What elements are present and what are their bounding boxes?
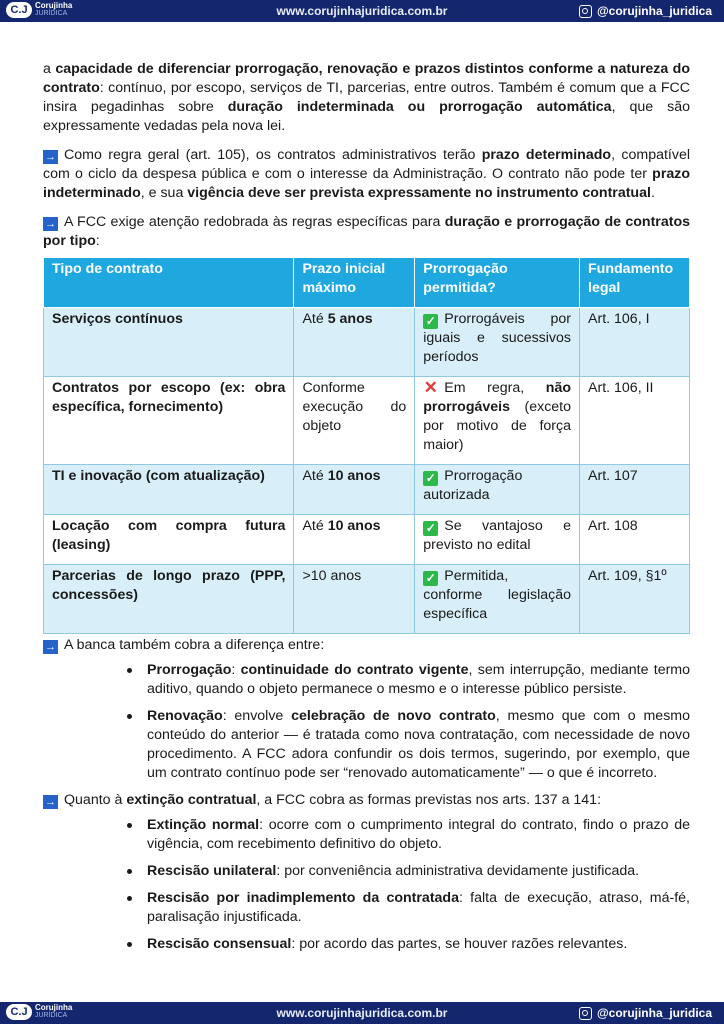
column-header: Tipo de contrato	[44, 258, 294, 308]
instagram-label: @corujinha_juridica	[596, 4, 712, 18]
logo-sub: JURÍDICA	[35, 1012, 68, 1019]
cell-prazo: Conforme execução do objeto	[294, 377, 415, 465]
owl-logo-icon: C.J	[6, 2, 32, 18]
arrow-right-icon: →	[45, 151, 56, 163]
site-url[interactable]: www.corujinhajuridica.com.br	[276, 4, 448, 18]
cell-prorrogacao: ✓ Prorrogáveis por iguais e sucessivos períodos	[415, 308, 580, 377]
instagram-handle[interactable]	[579, 1006, 712, 1020]
list-prorrogacao-renovacao	[43, 661, 690, 783]
cell-tipo: Serviços contínuos	[44, 308, 294, 377]
check-icon: ✓	[423, 571, 438, 586]
cell-prorrogacao: ✓ Permitida, conforme legislação específica	[415, 565, 580, 634]
paragraph-regra-geral: → Como regra geral (art. 105), os contratos administrativos terão prazo determinado, compatível com o ciclo da despesa pública e com o interesse da Administração. O contrato não pode ter prazo indeterminado, e sua vigência deve ser prevista expressamente no instrumento contratual.	[43, 147, 690, 201]
owl-logo-icon: C.J	[6, 1004, 32, 1020]
check-icon: ✓	[423, 314, 438, 329]
paragraph-intro: a capacidade de diferenciar prorrogação, renovação e prazos distintos conforme a natureza do contrato: contínuo, por escopo, serviços de TI, parcerias, entre outros. Também é comum que a FCC insira pegadinhas sobre duração indeterminada ou prorrogação automática, que são expressamente vedadas pela nova lei.	[43, 61, 690, 134]
table-header-row	[44, 258, 690, 308]
cell-fundamento: Art. 109, §1º	[580, 565, 690, 634]
table-row	[44, 565, 690, 634]
list-extincao	[43, 816, 690, 954]
cell-prazo: Até 10 anos	[294, 515, 415, 565]
site-url[interactable]: www.corujinhajuridica.com.br	[276, 1006, 448, 1020]
cell-fundamento: Art. 106, II	[580, 377, 690, 465]
contract-table	[43, 257, 690, 634]
list-item: Prorrogação: continuidade do contrato vigente, sem interrupção, mediante termo aditivo, quando o objeto permanece o mesmo e o interesse público persiste.	[147, 662, 691, 697]
table-row	[44, 465, 690, 515]
arrow-right-icon: →	[45, 641, 56, 653]
instagram-handle[interactable]	[579, 4, 712, 18]
cell-prazo: Até 10 anos	[294, 465, 415, 515]
cell-fundamento: Art. 107	[580, 465, 690, 515]
footer-bar	[0, 1002, 724, 1024]
header-bar	[0, 0, 724, 22]
cell-prazo: >10 anos	[294, 565, 415, 634]
check-icon: ✓	[423, 521, 438, 536]
cell-tipo: Parcerias de longo prazo (PPP, concessões)	[44, 565, 294, 634]
arrow-right-icon: →	[45, 796, 56, 808]
table-row	[44, 308, 690, 377]
instagram-icon	[579, 1007, 592, 1020]
cross-icon: ✕	[423, 378, 438, 397]
paragraph-diferenca: → A banca também cobra a diferença entre:	[45, 637, 325, 653]
cell-prorrogacao: ✓ Se vantajoso e previsto no edital	[415, 515, 580, 565]
cell-prorrogacao: ✕ Em regra, não prorrogáveis (exceto por motivo de força maior)	[415, 377, 580, 465]
document-body	[43, 60, 690, 962]
column-header: Fundamento legal	[580, 258, 690, 308]
list-item: Renovação: envolve celebração de novo contrato, mesmo que com o mesmo conteúdo do anterior — é tratada como nova contratação, com necessidade de novo procedimento. A FCC adora confundir os dois termos, sugerindo, por exemplo, que um contrato contínuo pode ser “renovado automaticamente” — o que é incorreto.	[147, 708, 690, 781]
paragraph-fcc-atencao: → A FCC exige atenção redobrada às regras específicas para duração e prorrogação de contratos por tipo:	[43, 214, 690, 249]
check-icon: ✓	[423, 471, 438, 486]
cell-tipo: Locação com compra futura (leasing)	[44, 515, 294, 565]
table-row	[44, 515, 690, 565]
cell-prazo: Até 5 anos	[294, 308, 415, 377]
list-item: Rescisão por inadimplemento da contratada: falta de execução, atraso, má-fé, paralisação injustificada.	[147, 890, 690, 925]
cell-fundamento: Art. 106, I	[580, 308, 690, 377]
paragraph-extincao: → Quanto à extinção contratual, a FCC cobra as formas previstas nos arts. 137 a 141:	[45, 792, 602, 808]
cell-prorrogacao: ✓ Prorrogação autorizada	[415, 465, 580, 515]
table-row	[44, 377, 690, 465]
cell-tipo: TI e inovação (com atualização)	[44, 465, 294, 515]
cell-fundamento: Art. 108	[580, 515, 690, 565]
logo-name: Corujinha	[35, 1, 73, 10]
column-header: Prazo inicial máximo	[294, 258, 415, 308]
list-item: Extinção normal: ocorre com o cumprimento integral do contrato, findo o prazo de vigência, com recebimento definitivo do objeto.	[147, 817, 690, 852]
list-item: Rescisão consensual: por acordo das partes, se houver razões relevantes.	[147, 935, 690, 954]
list-item: Rescisão unilateral: por conveniência administrativa devidamente justificada.	[147, 862, 690, 881]
arrow-right-icon: →	[45, 218, 56, 230]
instagram-label: @corujinha_juridica	[596, 1006, 712, 1020]
logo-sub: JURÍDICA	[35, 10, 68, 17]
instagram-icon	[579, 5, 592, 18]
cell-tipo: Contratos por escopo (ex: obra específica, fornecimento)	[44, 377, 294, 465]
column-header: Prorrogação permitida?	[415, 258, 580, 308]
logo-name: Corujinha	[35, 1003, 73, 1012]
